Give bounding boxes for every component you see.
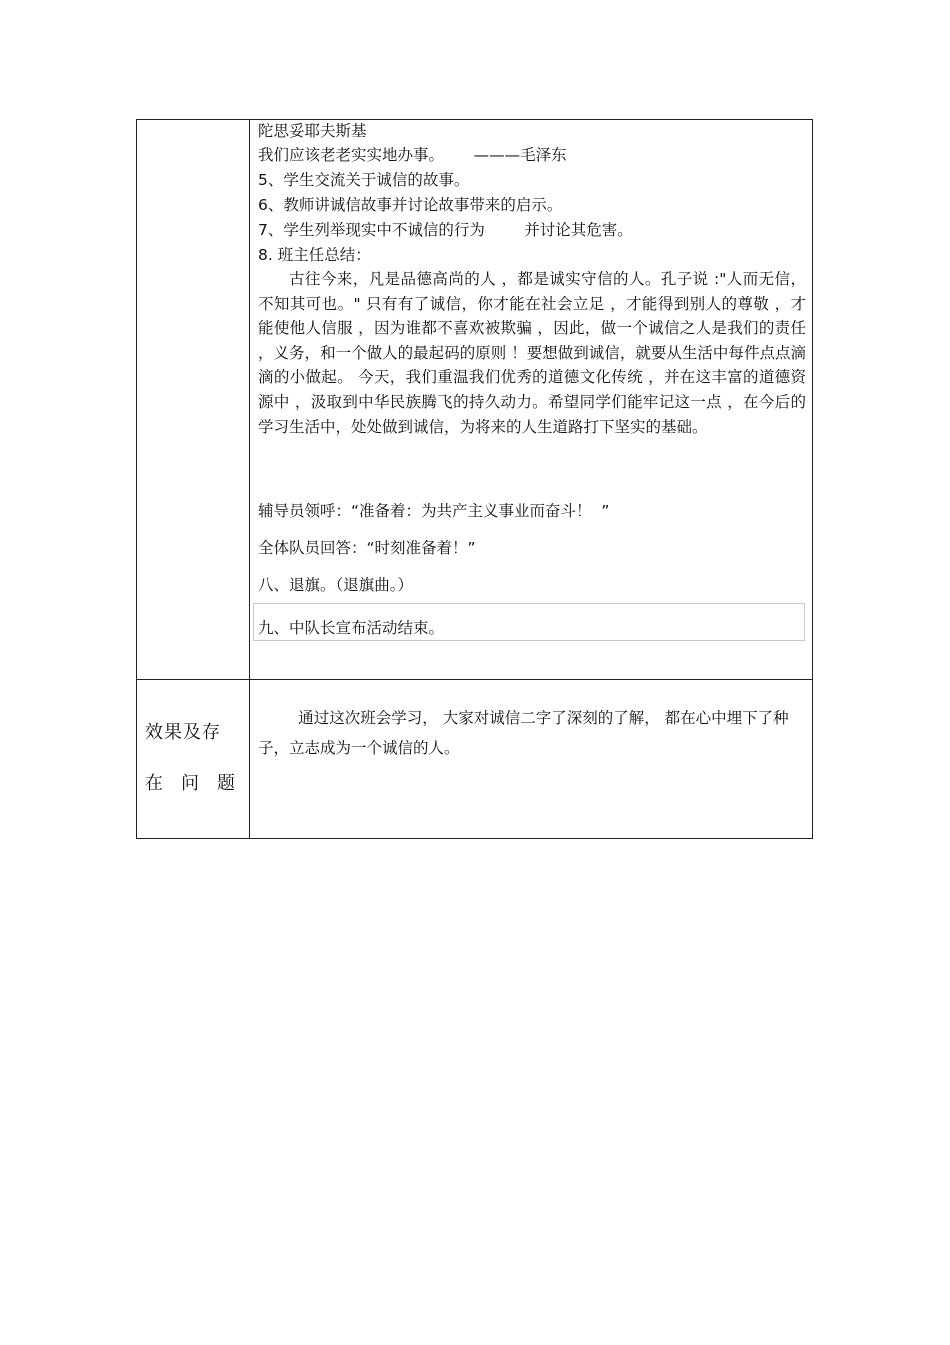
label-char: 问 [181,773,199,794]
members-response: 全体队员回答：“时刻准备着！” [258,539,476,557]
row-divider [137,679,812,680]
closing-box [253,603,805,641]
label-char: 在 [145,773,163,794]
quote-author: 陀思妥耶夫斯基 [258,122,367,140]
counselor-call: 辅导员领呼：“准备着：为共产主义事业而奋斗！ ” [258,502,610,520]
lesson-table [136,119,813,839]
closing-announcement: 九、中队长宣布活动结束。 [258,619,445,637]
flag-lowering: 八、退旗。（退旗曲。） [258,576,414,594]
column-divider [249,120,250,838]
step-5: 5、学生交流关于诚信的故事。 [258,171,470,189]
label-char: 题 [217,773,235,794]
effect-label-line2 [145,769,253,795]
effect-label-line1: 效果及存 [145,722,221,743]
step-8-heading: 8. 班主任总结： [258,246,371,264]
quote-mao: 我们应该老老实实地办事。 ———毛泽东 [258,146,567,164]
step-6: 6、教师讲诚信故事并讨论故事带来的启示。 [258,196,563,214]
teacher-summary: 古往今来，凡是品德高尚的人 ，都是诚实守信的人。孔子说 :"人而无信，不知其可也。" 只有有了诚信，你才能在社会立足 ，才能得到别人的尊敬 ，才能使他人信服 ，因为谁都不喜欢被欺骗 ，因此，做一个诚信之人是我们的责任 ，义务，和一个做人的最起码的原则 ！要想做到诚信，就要从生活中每件点点滴滴的小做起。 今天，我们重温我们优秀的道德文化传统 ，并在这丰富的道德资源中 ，汲取到中华民族腾飞的持久动力。希望同学们能牢记这一点 ，在今后的学习生活中，处处做到诚信，为将来的人生道路打下坚实的基础。 [258,270,806,436]
step-7: 7、学生列举现实中不诚信的行为 并讨论其危害。 [258,221,633,239]
effect-content: 通过这次班会学习， 大家对诚信二字了深刻的了解， 都在心中埋下了种子，立志成为一个诚信的人。 [258,709,789,757]
